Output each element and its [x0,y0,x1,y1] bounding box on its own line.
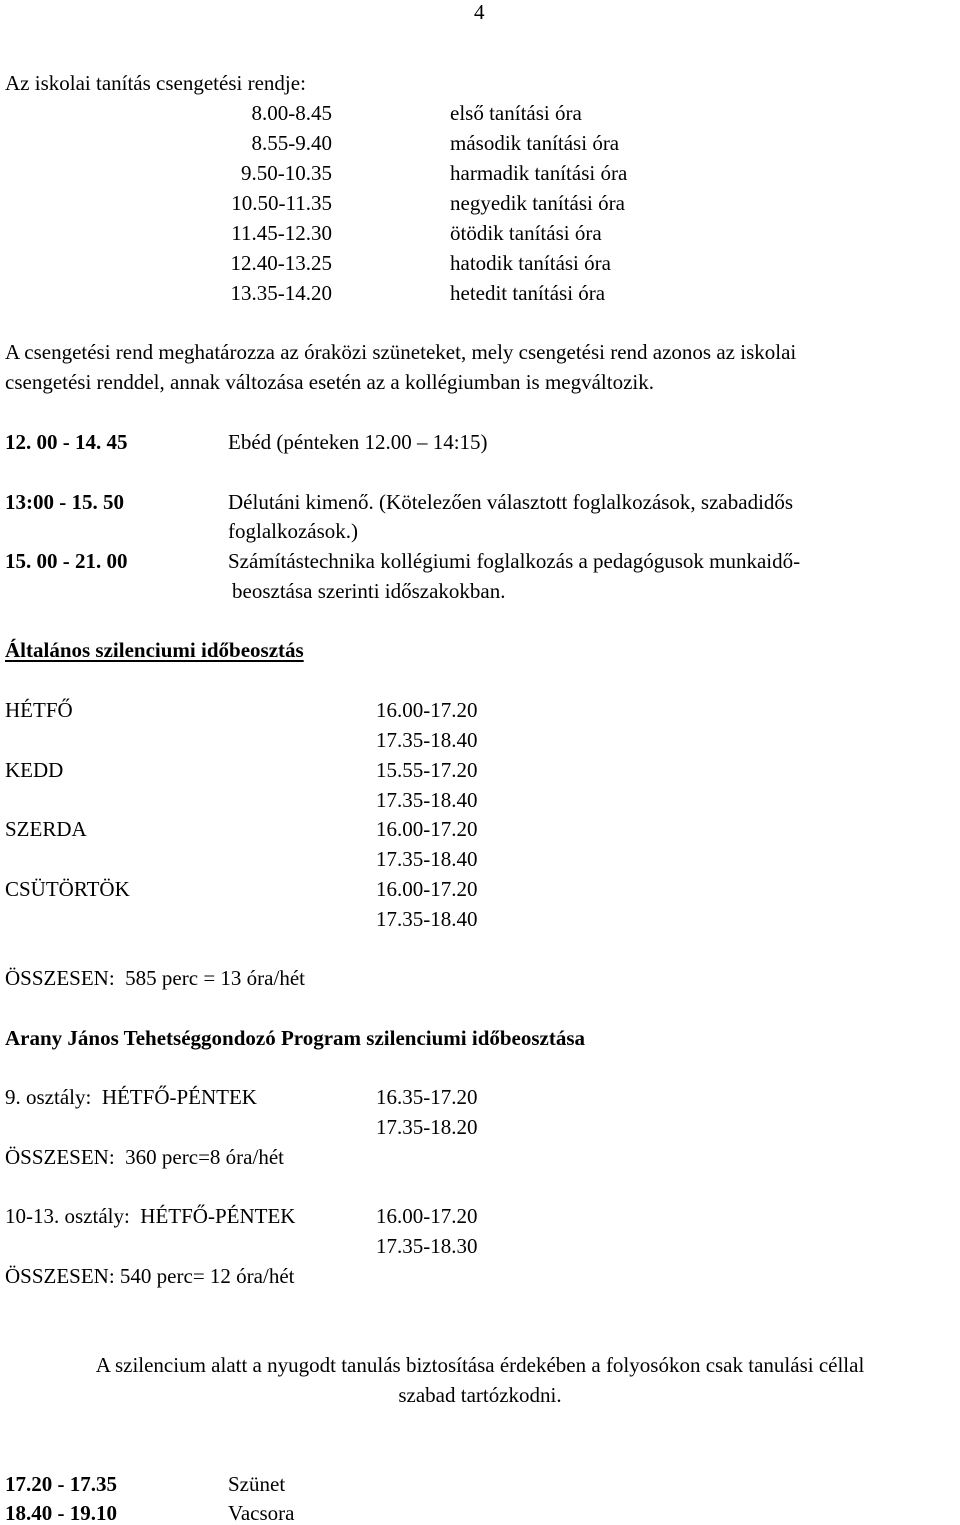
it-time: 15. 00 - 21. 00 [5,549,128,573]
evening-label: Vacsora [228,1501,295,1525]
bell-label: hetedit tanítási óra [450,281,606,305]
bell-time: 9.50-10.35 [241,161,332,185]
ajtp-grade9-total: ÖSSZESEN: 360 perc=8 óra/hét [5,1145,284,1169]
bell-label: első tanítási óra [450,101,582,125]
ajtp-grade10-total: ÖSSZESEN: 540 perc= 12 óra/hét [5,1264,295,1288]
ajtp-grade10-time: 17.35-18.30 [376,1234,478,1258]
rule-line: A szilencium alatt a nyugodt tanulás biztosítása érdekében a folyosókon csak tanulási céllal [95,1353,865,1377]
page-number: 4 [474,0,485,24]
ajtp-grade10-label: 10-13. osztály: HÉTFŐ-PÉNTEK [5,1204,296,1228]
bell-label: ötödik tanítási óra [450,221,602,245]
study-day: HÉTFŐ [5,698,73,722]
bell-label: negyedik tanítási óra [450,191,625,215]
afternoon-text: Délutáni kimenő. (Kötelezően választott foglalkozások, szabadidős [228,490,794,514]
note-line: csengetési renddel, annak változása esetén az a kollégiumban is megváltozik. [5,370,655,394]
evening-time: 17.20 - 17.35 [5,1472,117,1496]
study-time: 17.35-18.40 [376,728,478,752]
ajtp-heading: Arany János Tehetséggondozó Program szilenciumi időbeosztása [5,1026,586,1050]
ajtp-grade9-time: 17.35-18.20 [376,1115,478,1139]
it-text: Számítástechnika kollégiumi foglalkozás a pedagógusok munkaidő- [228,549,801,573]
study-day: SZERDA [5,817,87,841]
study-time: 16.00-17.20 [376,817,478,841]
afternoon-text: foglalkozások.) [228,519,359,543]
bell-time: 8.00-8.45 [251,101,332,125]
bell-schedule-title: Az iskolai tanítás csengetési rendje: [5,71,306,95]
study-day: KEDD [5,758,64,782]
lunch-time: 12. 00 - 14. 45 [5,430,128,454]
bell-time: 13.35-14.20 [230,281,332,305]
bell-label: második tanítási óra [450,131,620,155]
afternoon-time: 13:00 - 15. 50 [5,490,124,514]
ajtp-grade9-label: 9. osztály: HÉTFŐ-PÉNTEK [5,1085,257,1109]
study-time: 16.00-17.20 [376,877,478,901]
general-study-heading: Általános szilenciumi időbeosztás [5,638,304,662]
study-time: 15.55-17.20 [376,758,478,782]
study-time: 16.00-17.20 [376,698,478,722]
evening-time: 18.40 - 19.10 [5,1501,117,1525]
bell-label: harmadik tanítási óra [450,161,628,185]
ajtp-grade9-time: 16.35-17.20 [376,1085,478,1109]
study-time: 17.35-18.40 [376,847,478,871]
it-text: beosztása szerinti időszakokban. [232,579,506,603]
note-line: A csengetési rend meghatározza az óraközi szüneteket, mely csengetési rend azonos az iskolai [5,340,797,364]
rule-line: szabad tartózkodni. [398,1383,562,1407]
bell-label: hatodik tanítási óra [450,251,611,275]
lunch-text: Ebéd (pénteken 12.00 – 14:15) [228,430,488,454]
bell-time: 10.50-11.35 [231,191,332,215]
bell-time: 12.40-13.25 [230,251,332,275]
bell-time: 11.45-12.30 [231,221,332,245]
evening-label: Szünet [228,1472,286,1496]
general-study-total: ÖSSZESEN: 585 perc = 13 óra/hét [5,966,305,990]
bell-time: 8.55-9.40 [251,131,332,155]
ajtp-grade10-time: 16.00-17.20 [376,1204,478,1228]
study-day: CSÜTÖRTÖK [5,877,130,901]
study-time: 17.35-18.40 [376,788,478,812]
study-time: 17.35-18.40 [376,907,478,931]
